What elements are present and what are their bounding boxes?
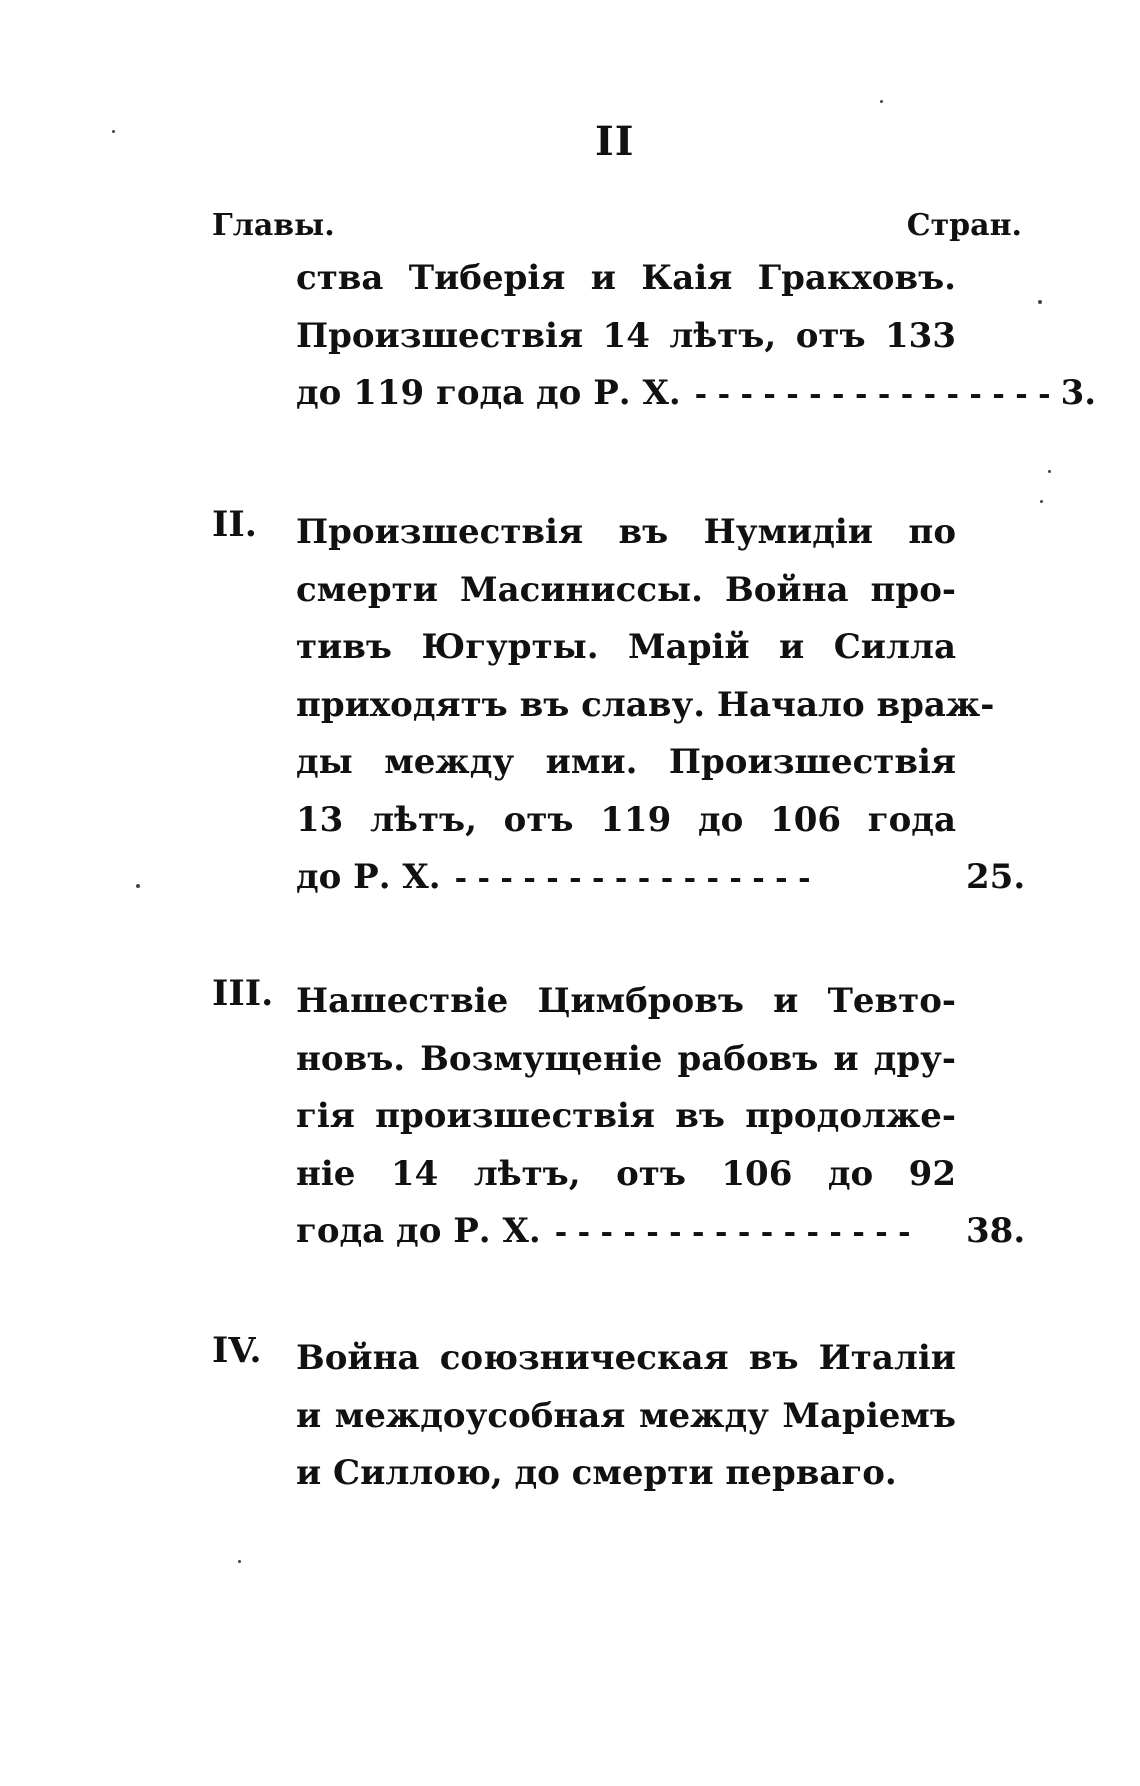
scan-speck <box>880 100 883 103</box>
dot-leader: - - - - - - - - - - - - - - - - <box>454 861 811 896</box>
entry-text <box>296 1330 956 1503</box>
entry-line: гія произшествія въ продолже- <box>296 1096 956 1136</box>
entry-line: Произшествія въ Нумидіи по <box>296 512 956 552</box>
entry-line: ніе 14 лѣтъ, отъ 106 до 92 <box>296 1153 956 1194</box>
scan-speck <box>238 1560 241 1563</box>
entry-line: года до Р. Х. <box>296 1211 541 1251</box>
entry-text <box>296 250 1097 423</box>
entry-line: Нашествіе Цимбровъ и Тевто- <box>296 981 956 1021</box>
entry-line: 13 лѣтъ, отъ 119 до 106 года <box>296 799 956 840</box>
page-number: 25. <box>966 857 1026 897</box>
scan-speck <box>136 884 140 888</box>
entry-last-line <box>296 365 1097 423</box>
entry-last-line <box>296 849 1036 907</box>
scan-speck <box>1038 300 1042 304</box>
page-number: 3. <box>1060 373 1097 413</box>
entry-line: и междоусобная между Маріемъ <box>296 1395 956 1436</box>
dot-leader: - - - - - - - - - - - - - - - - <box>694 377 1051 412</box>
page-folio: II <box>595 118 635 165</box>
entry-line: до Р. Х. <box>296 857 441 897</box>
entry-line: тивъ Югурты. Марій и Силла <box>296 627 956 667</box>
entry-line: смерти Масиниссы. Война про- <box>296 569 956 610</box>
chapters-column-header: Главы. <box>212 208 335 243</box>
entry-line: до 119 года до Р. Х. <box>296 373 681 413</box>
entry-last-line <box>296 1203 1036 1261</box>
pages-column-header: Стран. <box>906 208 1022 243</box>
entry-text <box>296 973 1026 1261</box>
scan-speck <box>1048 470 1051 473</box>
page-number: 38. <box>966 1211 1026 1251</box>
entry-line: ства Тиберія и Каія Гракховъ. <box>296 258 956 298</box>
entry-line: новъ. Возмущеніе рабовъ и дру- <box>296 1038 956 1079</box>
dot-leader: - - - - - - - - - - - - - - - - <box>554 1215 911 1250</box>
entry-line: и Силлою, до смерти перваго. <box>296 1453 897 1493</box>
entry-text <box>296 504 1026 907</box>
scan-speck <box>112 130 115 133</box>
chapter-number: IV. <box>212 1330 262 1371</box>
entry-line: ды между ими. Произшествія <box>296 742 956 782</box>
chapter-number: III. <box>212 973 274 1014</box>
entry-line: приходятъ въ славу. Начало враж- <box>296 684 995 725</box>
scan-speck <box>1040 500 1043 503</box>
chapter-number: II. <box>212 504 257 545</box>
entry-line: Война союзническая въ Италіи <box>296 1338 956 1378</box>
entry-line: Произшествія 14 лѣтъ, отъ 133 <box>296 315 956 356</box>
